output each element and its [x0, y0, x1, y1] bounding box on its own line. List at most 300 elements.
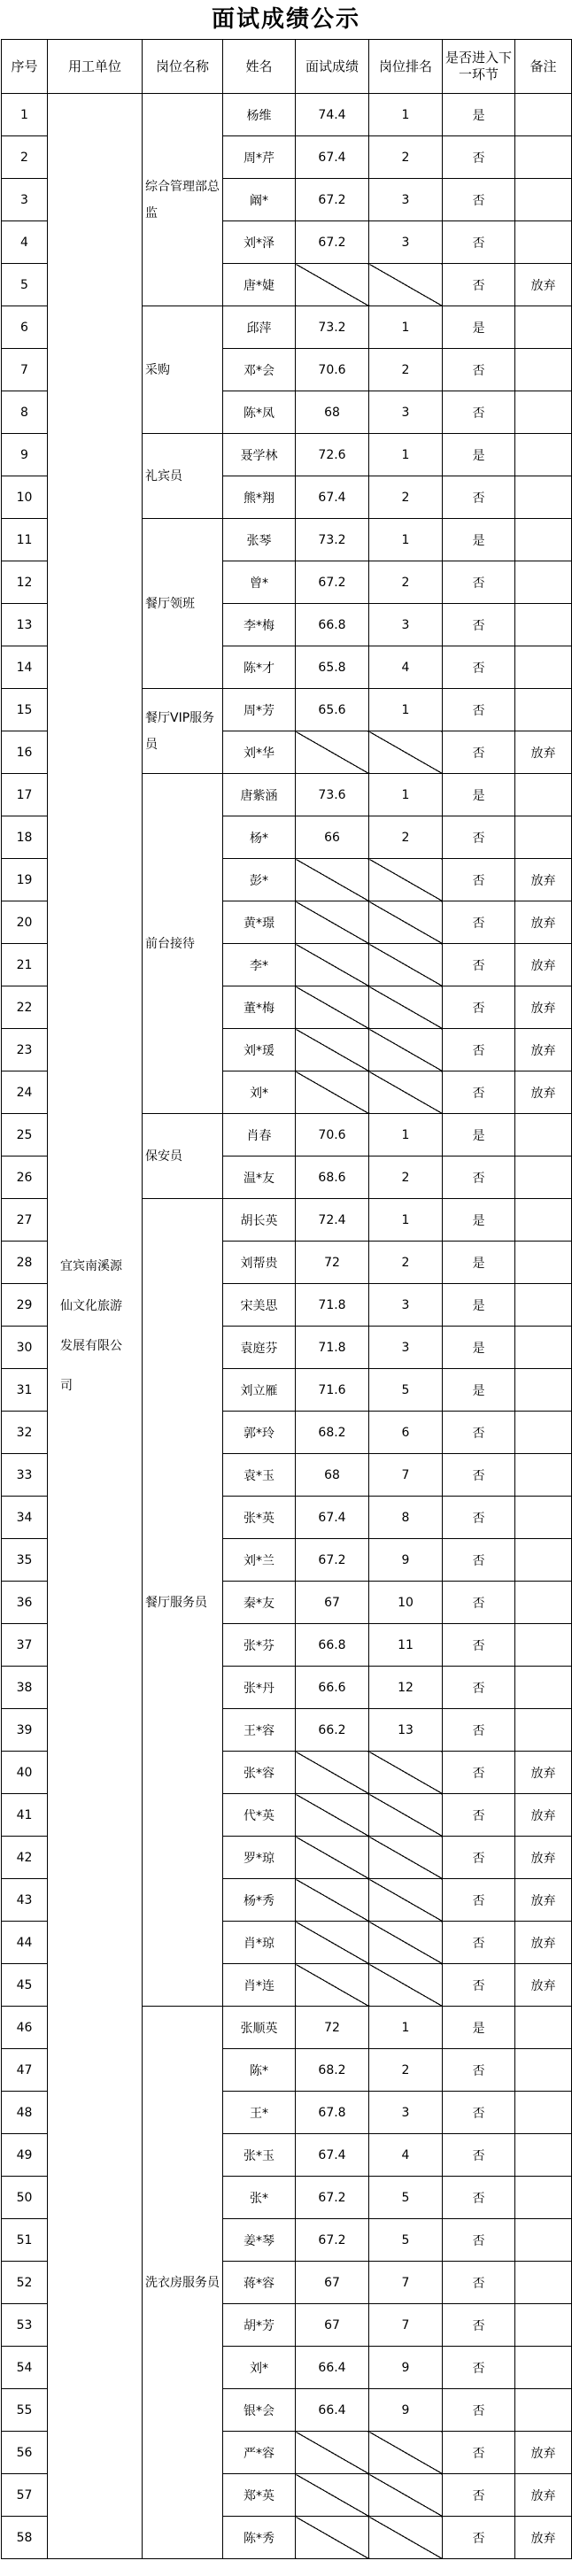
cell-note: [515, 1369, 572, 1412]
cell-score: 73.2: [296, 306, 369, 349]
cell-score: 71.6: [296, 1369, 369, 1412]
cell-score: 67.2: [296, 1539, 369, 1582]
cell-no: 41: [2, 1794, 48, 1837]
cell-rank: 7: [369, 2262, 443, 2304]
cell-rank-blank: [369, 1794, 443, 1837]
cell-no: 29: [2, 1284, 48, 1327]
cell-rank: 2: [369, 136, 443, 179]
position-cell: [143, 519, 223, 689]
cell-note: [515, 519, 572, 561]
cell-note: [515, 306, 572, 349]
cell-score: 72.6: [296, 434, 369, 476]
cell-rank-blank: [369, 1922, 443, 1964]
cell-name: 张*芬: [223, 1624, 296, 1667]
cell-rank: 11: [369, 1624, 443, 1667]
cell-note: [515, 1199, 572, 1242]
cell-score: 68.2: [296, 2049, 369, 2092]
cell-next: 否: [443, 221, 515, 264]
cell-rank: 2: [369, 2049, 443, 2092]
cell-name: 张*容: [223, 1752, 296, 1794]
cell-no: 15: [2, 689, 48, 731]
cell-no: 33: [2, 1454, 48, 1497]
cell-next: 否: [443, 646, 515, 689]
cell-next: 否: [443, 859, 515, 901]
cell-score: 67.8: [296, 2092, 369, 2134]
cell-rank: 1: [369, 306, 443, 349]
cell-no: 19: [2, 859, 48, 901]
cell-name: 张*: [223, 2177, 296, 2219]
cell-rank: 3: [369, 1327, 443, 1369]
cell-no: 52: [2, 2262, 48, 2304]
position-cell: [143, 2007, 223, 2559]
cell-name: 王*容: [223, 1709, 296, 1752]
cell-note: 放弃: [515, 1071, 572, 1114]
cell-rank-blank: [369, 986, 443, 1029]
cell-no: 38: [2, 1667, 48, 1709]
cell-note: [515, 221, 572, 264]
cell-no: 13: [2, 604, 48, 646]
cell-note: [515, 2389, 572, 2432]
cell-no: 45: [2, 1964, 48, 2007]
cell-rank: 7: [369, 1454, 443, 1497]
cell-name: 胡*芳: [223, 2304, 296, 2347]
cell-name: 肖*连: [223, 1964, 296, 2007]
cell-score: 71.8: [296, 1284, 369, 1327]
cell-name: 董*梅: [223, 986, 296, 1029]
cell-note: [515, 689, 572, 731]
cell-no: 43: [2, 1879, 48, 1922]
org-cell: [48, 94, 143, 2559]
cell-name: 陈*凤: [223, 391, 296, 434]
cell-rank: 1: [369, 94, 443, 136]
cell-no: 25: [2, 1114, 48, 1156]
cell-no: 31: [2, 1369, 48, 1412]
cell-rank-blank: [369, 901, 443, 944]
position-name: 餐厅VIP服务员: [145, 710, 215, 752]
cell-next: 是: [443, 1242, 515, 1284]
cell-note: [515, 1327, 572, 1369]
header-name: 姓名: [223, 40, 296, 94]
cell-name: 温*友: [223, 1156, 296, 1199]
cell-name: 宋美思: [223, 1284, 296, 1327]
cell-no: 57: [2, 2474, 48, 2517]
cell-name: 陈*: [223, 2049, 296, 2092]
cell-no: 46: [2, 2007, 48, 2049]
cell-name: 刘*: [223, 2347, 296, 2389]
cell-next: 否: [443, 1922, 515, 1964]
position-cell: [143, 689, 223, 774]
cell-next: 否: [443, 561, 515, 604]
cell-score-blank: [296, 986, 369, 1029]
cell-no: 54: [2, 2347, 48, 2389]
cell-next: 否: [443, 1709, 515, 1752]
cell-next: 否: [443, 986, 515, 1029]
cell-score: 68: [296, 1454, 369, 1497]
cell-name: 袁*玉: [223, 1454, 296, 1497]
cell-name: 杨维: [223, 94, 296, 136]
cell-name: 聂学林: [223, 434, 296, 476]
cell-score: 68.2: [296, 1412, 369, 1454]
cell-name: 罗*琼: [223, 1837, 296, 1879]
cell-score: 67.4: [296, 1497, 369, 1539]
cell-next: 否: [443, 2474, 515, 2517]
cell-note: [515, 1539, 572, 1582]
position-name: 综合管理部总监: [145, 179, 220, 220]
cell-rank-blank: [369, 944, 443, 986]
cell-next: 否: [443, 1071, 515, 1114]
cell-score-blank: [296, 2517, 369, 2559]
cell-rank-blank: [369, 1879, 443, 1922]
cell-score-blank: [296, 2474, 369, 2517]
cell-next: 是: [443, 434, 515, 476]
cell-no: 14: [2, 646, 48, 689]
cell-next: 否: [443, 349, 515, 391]
cell-no: 18: [2, 816, 48, 859]
cell-score-blank: [296, 264, 369, 306]
cell-next: 否: [443, 2134, 515, 2177]
cell-note: 放弃: [515, 2517, 572, 2559]
cell-next: 是: [443, 306, 515, 349]
cell-rank-blank: [369, 264, 443, 306]
cell-name: 唐*婕: [223, 264, 296, 306]
cell-score: 66.4: [296, 2347, 369, 2389]
position-name: 前台接待: [145, 936, 195, 951]
cell-score-blank: [296, 1837, 369, 1879]
position-name: 洗衣房服务员: [145, 2275, 220, 2290]
cell-name: 彭*: [223, 859, 296, 901]
cell-rank: 9: [369, 2347, 443, 2389]
cell-name: 袁庭芬: [223, 1327, 296, 1369]
cell-rank: 2: [369, 1242, 443, 1284]
cell-score: 67.4: [296, 136, 369, 179]
position-cell: [143, 1199, 223, 2007]
cell-score: 70.6: [296, 349, 369, 391]
cell-score: 66: [296, 816, 369, 859]
cell-name: 刘*泽: [223, 221, 296, 264]
cell-no: 10: [2, 476, 48, 519]
cell-no: 26: [2, 1156, 48, 1199]
cell-next: 是: [443, 94, 515, 136]
cell-score: 67.2: [296, 179, 369, 221]
cell-note: [515, 2219, 572, 2262]
cell-rank-blank: [369, 1837, 443, 1879]
cell-no: 2: [2, 136, 48, 179]
cell-note: [515, 1582, 572, 1624]
cell-name: 邓*会: [223, 349, 296, 391]
cell-rank: 3: [369, 2092, 443, 2134]
cell-note: 放弃: [515, 731, 572, 774]
cell-rank-blank: [369, 1029, 443, 1071]
header-score: 面试成绩: [296, 40, 369, 94]
cell-note: [515, 1454, 572, 1497]
cell-note: [515, 1709, 572, 1752]
cell-next: 是: [443, 1114, 515, 1156]
cell-note: [515, 2049, 572, 2092]
cell-rank: 5: [369, 2219, 443, 2262]
position-name: 餐厅领班: [145, 596, 195, 611]
cell-note: [515, 391, 572, 434]
cell-no: 16: [2, 731, 48, 774]
cell-score: 66.4: [296, 2389, 369, 2432]
cell-rank: 1: [369, 434, 443, 476]
cell-note: [515, 2134, 572, 2177]
cell-name: 银*会: [223, 2389, 296, 2432]
cell-note: [515, 1156, 572, 1199]
cell-no: 37: [2, 1624, 48, 1667]
cell-score-blank: [296, 1879, 369, 1922]
cell-name: 郑*英: [223, 2474, 296, 2517]
cell-next: 否: [443, 1412, 515, 1454]
cell-rank: 5: [369, 2177, 443, 2219]
cell-name: 郭*玲: [223, 1412, 296, 1454]
cell-name: 熊*翔: [223, 476, 296, 519]
cell-score: 65.6: [296, 689, 369, 731]
header-next: 是否进入下一环节: [443, 40, 515, 94]
cell-no: 48: [2, 2092, 48, 2134]
cell-note: [515, 349, 572, 391]
cell-name: 杨*秀: [223, 1879, 296, 1922]
cell-note: [515, 646, 572, 689]
cell-rank: 2: [369, 561, 443, 604]
cell-score: 73.2: [296, 519, 369, 561]
cell-name: 唐紫涵: [223, 774, 296, 816]
cell-no: 5: [2, 264, 48, 306]
cell-next: 否: [443, 264, 515, 306]
cell-next: 否: [443, 476, 515, 519]
cell-next: 否: [443, 1837, 515, 1879]
cell-note: [515, 1667, 572, 1709]
cell-next: 否: [443, 1752, 515, 1794]
cell-rank-blank: [369, 731, 443, 774]
cell-score: 67.4: [296, 476, 369, 519]
cell-score: 67.2: [296, 2177, 369, 2219]
cell-note: [515, 2177, 572, 2219]
cell-note: [515, 816, 572, 859]
cell-next: 否: [443, 179, 515, 221]
cell-no: 27: [2, 1199, 48, 1242]
cell-name: 曾*: [223, 561, 296, 604]
cell-rank: 3: [369, 604, 443, 646]
cell-name: 李*梅: [223, 604, 296, 646]
cell-no: 56: [2, 2432, 48, 2474]
cell-rank: 13: [369, 1709, 443, 1752]
cell-no: 55: [2, 2389, 48, 2432]
cell-name: 秦*友: [223, 1582, 296, 1624]
cell-rank: 10: [369, 1582, 443, 1624]
cell-rank: 3: [369, 391, 443, 434]
cell-next: 否: [443, 944, 515, 986]
cell-next: 否: [443, 2304, 515, 2347]
cell-note: 放弃: [515, 944, 572, 986]
cell-no: 28: [2, 1242, 48, 1284]
position-name: 餐厅服务员: [145, 1595, 207, 1610]
cell-rank: 1: [369, 2007, 443, 2049]
cell-rank: 4: [369, 646, 443, 689]
cell-score-blank: [296, 944, 369, 986]
cell-note: [515, 434, 572, 476]
cell-no: 12: [2, 561, 48, 604]
cell-rank: 9: [369, 2389, 443, 2432]
cell-name: 刘立雁: [223, 1369, 296, 1412]
cell-no: 24: [2, 1071, 48, 1114]
cell-score: 66.6: [296, 1667, 369, 1709]
cell-note: 放弃: [515, 1029, 572, 1071]
cell-score-blank: [296, 859, 369, 901]
cell-score: 72: [296, 2007, 369, 2049]
cell-rank-blank: [369, 2432, 443, 2474]
cell-rank: 3: [369, 179, 443, 221]
cell-rank-blank: [369, 1071, 443, 1114]
cell-no: 30: [2, 1327, 48, 1369]
position-name: 保安员: [145, 1149, 182, 1164]
cell-note: 放弃: [515, 859, 572, 901]
cell-note: [515, 179, 572, 221]
cell-note: [515, 1497, 572, 1539]
cell-next: 否: [443, 1667, 515, 1709]
cell-note: [515, 2092, 572, 2134]
cell-name: 刘帮贵: [223, 1242, 296, 1284]
cell-next: 否: [443, 1879, 515, 1922]
cell-name: 杨*: [223, 816, 296, 859]
cell-no: 53: [2, 2304, 48, 2347]
header-note: 备注: [515, 40, 572, 94]
cell-score-blank: [296, 1752, 369, 1794]
cell-no: 40: [2, 1752, 48, 1794]
position-cell: [143, 94, 223, 306]
cell-next: 否: [443, 901, 515, 944]
cell-next: 是: [443, 774, 515, 816]
cell-name: 陈*秀: [223, 2517, 296, 2559]
cell-no: 50: [2, 2177, 48, 2219]
cell-note: 放弃: [515, 1752, 572, 1794]
position-cell: [143, 1114, 223, 1199]
cell-score: 67.2: [296, 221, 369, 264]
cell-rank: 8: [369, 1497, 443, 1539]
cell-rank: 1: [369, 1199, 443, 1242]
cell-next: 否: [443, 816, 515, 859]
cell-note: 放弃: [515, 901, 572, 944]
cell-next: 否: [443, 136, 515, 179]
cell-score-blank: [296, 1029, 369, 1071]
cell-note: [515, 774, 572, 816]
cell-no: 23: [2, 1029, 48, 1071]
cell-score: 67: [296, 1582, 369, 1624]
cell-name: 张琴: [223, 519, 296, 561]
cell-name: 胡长英: [223, 1199, 296, 1242]
position-cell: [143, 434, 223, 519]
cell-score: 67.2: [296, 2219, 369, 2262]
cell-name: 陈*才: [223, 646, 296, 689]
cell-score: 72: [296, 1242, 369, 1284]
cell-next: 否: [443, 2432, 515, 2474]
cell-name: 张*玉: [223, 2134, 296, 2177]
cell-next: 否: [443, 2219, 515, 2262]
cell-rank: 3: [369, 1284, 443, 1327]
cell-score: 67.2: [296, 561, 369, 604]
cell-note: 放弃: [515, 2474, 572, 2517]
cell-note: [515, 476, 572, 519]
cell-no: 20: [2, 901, 48, 944]
cell-score: 67.4: [296, 2134, 369, 2177]
position-cell: [143, 774, 223, 1114]
position-name: 礼宾员: [145, 468, 182, 483]
cell-next: 否: [443, 2262, 515, 2304]
cell-score: 67: [296, 2304, 369, 2347]
cell-note: [515, 1114, 572, 1156]
cell-no: 1: [2, 94, 48, 136]
cell-name: 邱萍: [223, 306, 296, 349]
cell-name: 蒋*容: [223, 2262, 296, 2304]
cell-next: 是: [443, 1369, 515, 1412]
cell-no: 39: [2, 1709, 48, 1752]
cell-note: [515, 2007, 572, 2049]
cell-score: 66.8: [296, 1624, 369, 1667]
cell-note: 放弃: [515, 2432, 572, 2474]
table-body: [2, 94, 572, 2559]
header-position: 岗位名称: [143, 40, 223, 94]
cell-score: 68.6: [296, 1156, 369, 1199]
cell-rank: 2: [369, 476, 443, 519]
cell-name: 黄*璟: [223, 901, 296, 944]
cell-note: [515, 1624, 572, 1667]
cell-no: 35: [2, 1539, 48, 1582]
cell-next: 否: [443, 604, 515, 646]
cell-next: 否: [443, 1794, 515, 1837]
cell-next: 否: [443, 2517, 515, 2559]
cell-note: [515, 2304, 572, 2347]
cell-next: 是: [443, 1327, 515, 1369]
cell-score: 70.6: [296, 1114, 369, 1156]
cell-note: 放弃: [515, 1794, 572, 1837]
cell-rank: 5: [369, 1369, 443, 1412]
cell-no: 22: [2, 986, 48, 1029]
cell-score-blank: [296, 1922, 369, 1964]
cell-score: 71.8: [296, 1327, 369, 1369]
cell-rank: 1: [369, 519, 443, 561]
cell-note: 放弃: [515, 1837, 572, 1879]
cell-rank: 12: [369, 1667, 443, 1709]
header-no: 序号: [2, 40, 48, 94]
cell-no: 32: [2, 1412, 48, 1454]
cell-note: 放弃: [515, 986, 572, 1029]
cell-name: 刘*华: [223, 731, 296, 774]
cell-name: 张*英: [223, 1497, 296, 1539]
cell-note: 放弃: [515, 1879, 572, 1922]
cell-name: 王*: [223, 2092, 296, 2134]
cell-note: 放弃: [515, 264, 572, 306]
cell-note: [515, 2347, 572, 2389]
cell-no: 6: [2, 306, 48, 349]
cell-no: 21: [2, 944, 48, 986]
cell-rank-blank: [369, 1964, 443, 2007]
cell-name: 刘*兰: [223, 1539, 296, 1582]
cell-note: [515, 1412, 572, 1454]
cell-score: 74.4: [296, 94, 369, 136]
cell-no: 17: [2, 774, 48, 816]
cell-score: 66.2: [296, 1709, 369, 1752]
cell-rank-blank: [369, 2474, 443, 2517]
score-table: [1, 39, 572, 2559]
cell-next: 否: [443, 1964, 515, 2007]
position-cell: [143, 306, 223, 434]
cell-score: 72.4: [296, 1199, 369, 1242]
cell-score-blank: [296, 1794, 369, 1837]
cell-name: 张顺英: [223, 2007, 296, 2049]
cell-note: [515, 94, 572, 136]
cell-note: [515, 561, 572, 604]
cell-next: 是: [443, 519, 515, 561]
cell-name: 肖*琼: [223, 1922, 296, 1964]
